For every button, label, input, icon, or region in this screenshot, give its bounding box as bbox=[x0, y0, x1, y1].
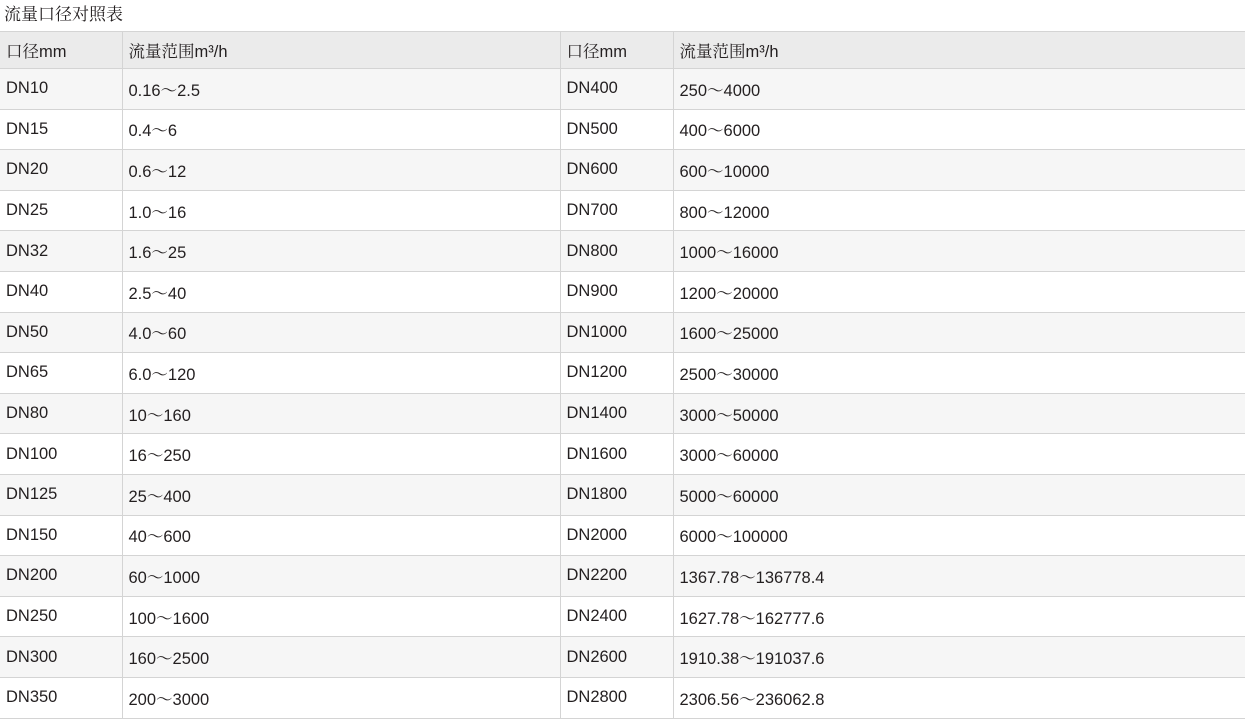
column-header-flowrange-right: 流量范围m³/h bbox=[673, 32, 1245, 69]
table-row bbox=[0, 677, 1245, 718]
cell-diameter-right: DN1200 bbox=[560, 353, 673, 394]
cell-diameter-right: DN900 bbox=[560, 271, 673, 312]
cell-diameter-left: DN350 bbox=[0, 677, 122, 718]
table-row bbox=[0, 515, 1245, 556]
cell-flowrange-left: 4.0～60 bbox=[122, 312, 560, 353]
cell-diameter-right: DN2800 bbox=[560, 677, 673, 718]
table-row bbox=[0, 109, 1245, 150]
cell-diameter-left: DN300 bbox=[0, 637, 122, 678]
cell-diameter-right: DN500 bbox=[560, 109, 673, 150]
cell-flowrange-left: 1.0～16 bbox=[122, 190, 560, 231]
table-row bbox=[0, 393, 1245, 434]
cell-diameter-right: DN1800 bbox=[560, 474, 673, 515]
cell-flowrange-right: 2306.56～236062.8 bbox=[673, 677, 1245, 718]
cell-flowrange-right: 250～4000 bbox=[673, 69, 1245, 110]
cell-diameter-right: DN2200 bbox=[560, 556, 673, 597]
cell-flowrange-right: 600～10000 bbox=[673, 150, 1245, 191]
table-row bbox=[0, 434, 1245, 475]
cell-flowrange-right: 1627.78～162777.6 bbox=[673, 596, 1245, 637]
column-header-flowrange-left: 流量范围m³/h bbox=[122, 32, 560, 69]
cell-diameter-right: DN2400 bbox=[560, 596, 673, 637]
cell-flowrange-left: 0.4～6 bbox=[122, 109, 560, 150]
cell-flowrange-right: 1600～25000 bbox=[673, 312, 1245, 353]
cell-diameter-left: DN50 bbox=[0, 312, 122, 353]
cell-diameter-right: DN600 bbox=[560, 150, 673, 191]
cell-diameter-right: DN800 bbox=[560, 231, 673, 272]
cell-flowrange-right: 3000～50000 bbox=[673, 393, 1245, 434]
cell-flowrange-right: 800～12000 bbox=[673, 190, 1245, 231]
cell-diameter-left: DN32 bbox=[0, 231, 122, 272]
cell-diameter-left: DN200 bbox=[0, 556, 122, 597]
cell-flowrange-left: 1.6～25 bbox=[122, 231, 560, 272]
table-row bbox=[0, 474, 1245, 515]
cell-diameter-right: DN1400 bbox=[560, 393, 673, 434]
cell-diameter-right: DN400 bbox=[560, 69, 673, 110]
table-row bbox=[0, 637, 1245, 678]
cell-diameter-left: DN80 bbox=[0, 393, 122, 434]
table-body bbox=[0, 69, 1245, 719]
cell-flowrange-right: 1910.38～191037.6 bbox=[673, 637, 1245, 678]
cell-diameter-left: DN250 bbox=[0, 596, 122, 637]
cell-flowrange-left: 60～1000 bbox=[122, 556, 560, 597]
cell-flowrange-left: 160～2500 bbox=[122, 637, 560, 678]
table-header bbox=[0, 32, 1245, 69]
cell-flowrange-right: 5000～60000 bbox=[673, 474, 1245, 515]
cell-flowrange-left: 0.16～2.5 bbox=[122, 69, 560, 110]
cell-diameter-right: DN700 bbox=[560, 190, 673, 231]
cell-flowrange-left: 0.6～12 bbox=[122, 150, 560, 191]
cell-diameter-left: DN10 bbox=[0, 69, 122, 110]
cell-diameter-left: DN150 bbox=[0, 515, 122, 556]
cell-diameter-left: DN100 bbox=[0, 434, 122, 475]
cell-flowrange-right: 3000～60000 bbox=[673, 434, 1245, 475]
page-title: 流量口径对照表 bbox=[4, 5, 123, 24]
cell-diameter-left: DN20 bbox=[0, 150, 122, 191]
cell-diameter-left: DN25 bbox=[0, 190, 122, 231]
cell-flowrange-right: 400～6000 bbox=[673, 109, 1245, 150]
column-header-diameter-right: 口径mm bbox=[560, 32, 673, 69]
table-row bbox=[0, 596, 1245, 637]
cell-flowrange-left: 100～1600 bbox=[122, 596, 560, 637]
cell-flowrange-left: 25～400 bbox=[122, 474, 560, 515]
cell-diameter-left: DN40 bbox=[0, 271, 122, 312]
table-row bbox=[0, 231, 1245, 272]
cell-diameter-right: DN1600 bbox=[560, 434, 673, 475]
cell-diameter-right: DN1000 bbox=[560, 312, 673, 353]
column-header-diameter-left: 口径mm bbox=[0, 32, 122, 69]
cell-flowrange-left: 16～250 bbox=[122, 434, 560, 475]
cell-flowrange-left: 2.5～40 bbox=[122, 271, 560, 312]
table-row bbox=[0, 353, 1245, 394]
cell-diameter-left: DN15 bbox=[0, 109, 122, 150]
cell-diameter-left: DN65 bbox=[0, 353, 122, 394]
cell-flowrange-right: 6000～100000 bbox=[673, 515, 1245, 556]
table-row bbox=[0, 312, 1245, 353]
cell-flowrange-right: 1200～20000 bbox=[673, 271, 1245, 312]
table-row bbox=[0, 271, 1245, 312]
table-row bbox=[0, 150, 1245, 191]
flow-diameter-comparison-table bbox=[0, 31, 1245, 719]
cell-flowrange-left: 200～3000 bbox=[122, 677, 560, 718]
table-header-row bbox=[0, 32, 1245, 69]
cell-flowrange-right: 1000～16000 bbox=[673, 231, 1245, 272]
cell-diameter-left: DN125 bbox=[0, 474, 122, 515]
cell-flowrange-left: 6.0～120 bbox=[122, 353, 560, 394]
cell-flowrange-right: 1367.78～136778.4 bbox=[673, 556, 1245, 597]
cell-flowrange-left: 40～600 bbox=[122, 515, 560, 556]
table-row bbox=[0, 69, 1245, 110]
cell-diameter-right: DN2600 bbox=[560, 637, 673, 678]
table-row bbox=[0, 190, 1245, 231]
table-row bbox=[0, 556, 1245, 597]
cell-diameter-right: DN2000 bbox=[560, 515, 673, 556]
cell-flowrange-left: 10～160 bbox=[122, 393, 560, 434]
cell-flowrange-right: 2500～30000 bbox=[673, 353, 1245, 394]
